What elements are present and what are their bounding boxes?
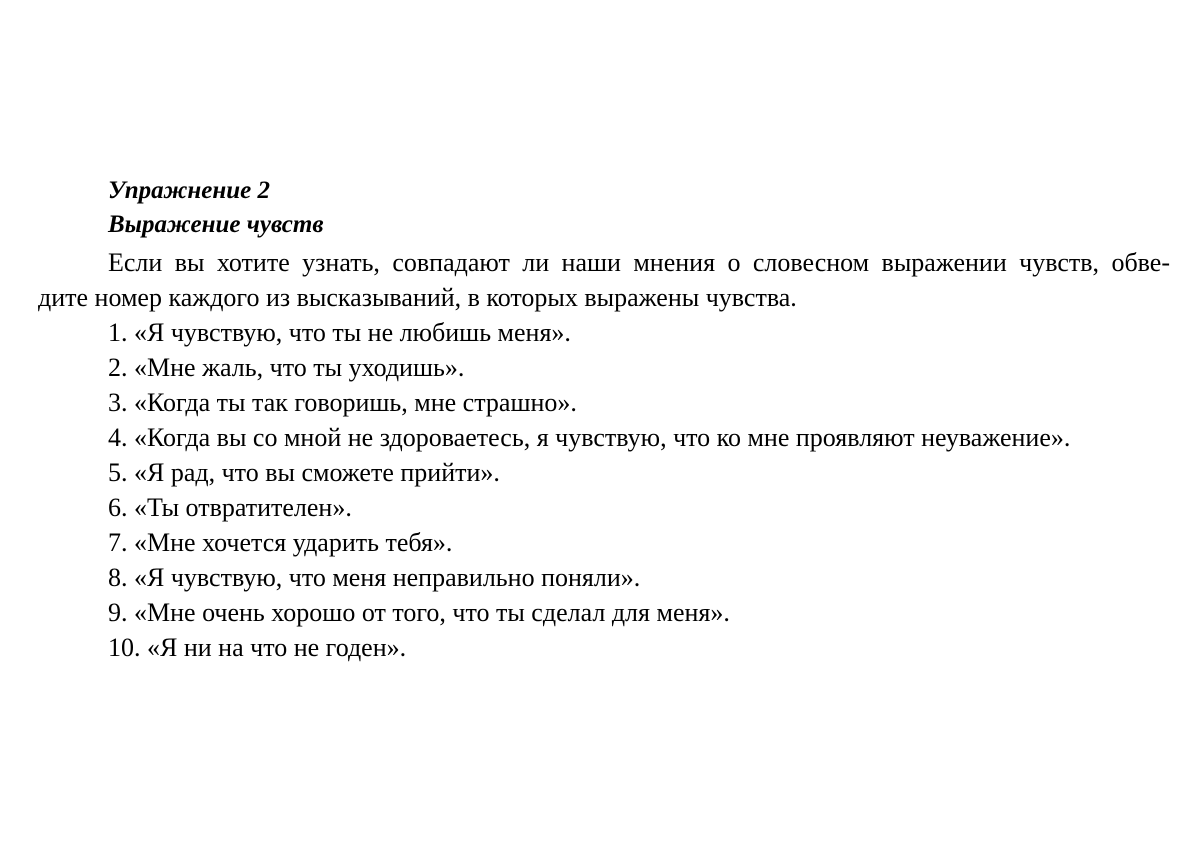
list-item-2: 2. «Мне жаль, что ты уходишь». — [108, 353, 465, 382]
list-item-10: 10. «Я ни на что не годен». — [108, 633, 407, 662]
list-item-5: 5. «Я рад, что вы сможете прийти». — [108, 458, 500, 487]
exercise-subtitle: Выражение чувств — [108, 211, 324, 238]
exercise-title: Упражнение 2 — [108, 177, 271, 204]
instructions-line-2: дите номер каждого из высказываний, в которых выражены чувства. — [38, 283, 797, 312]
instructions-line-1: Если вы хотите узнать, совпадают ли наши мнения о словесном выражении чувств, обве- — [108, 248, 1170, 277]
list-item-9: 9. «Мне очень хорошо от того, что ты сделал для меня». — [108, 598, 730, 627]
list-item-3: 3. «Когда ты так говоришь, мне страшно». — [108, 388, 577, 417]
list-item-6: 6. «Ты отвратителен». — [108, 493, 352, 522]
list-item-4: 4. «Когда вы со мной не здороваетесь, я чувствую, что ко мне проявляют неуважение». — [108, 423, 1071, 452]
list-item-1: 1. «Я чувствую, что ты не любишь меня». — [108, 318, 571, 347]
list-item-7: 7. «Мне хочется ударить тебя». — [108, 528, 453, 557]
list-item-8: 8. «Я чувствую, что меня неправильно поняли». — [108, 563, 641, 592]
